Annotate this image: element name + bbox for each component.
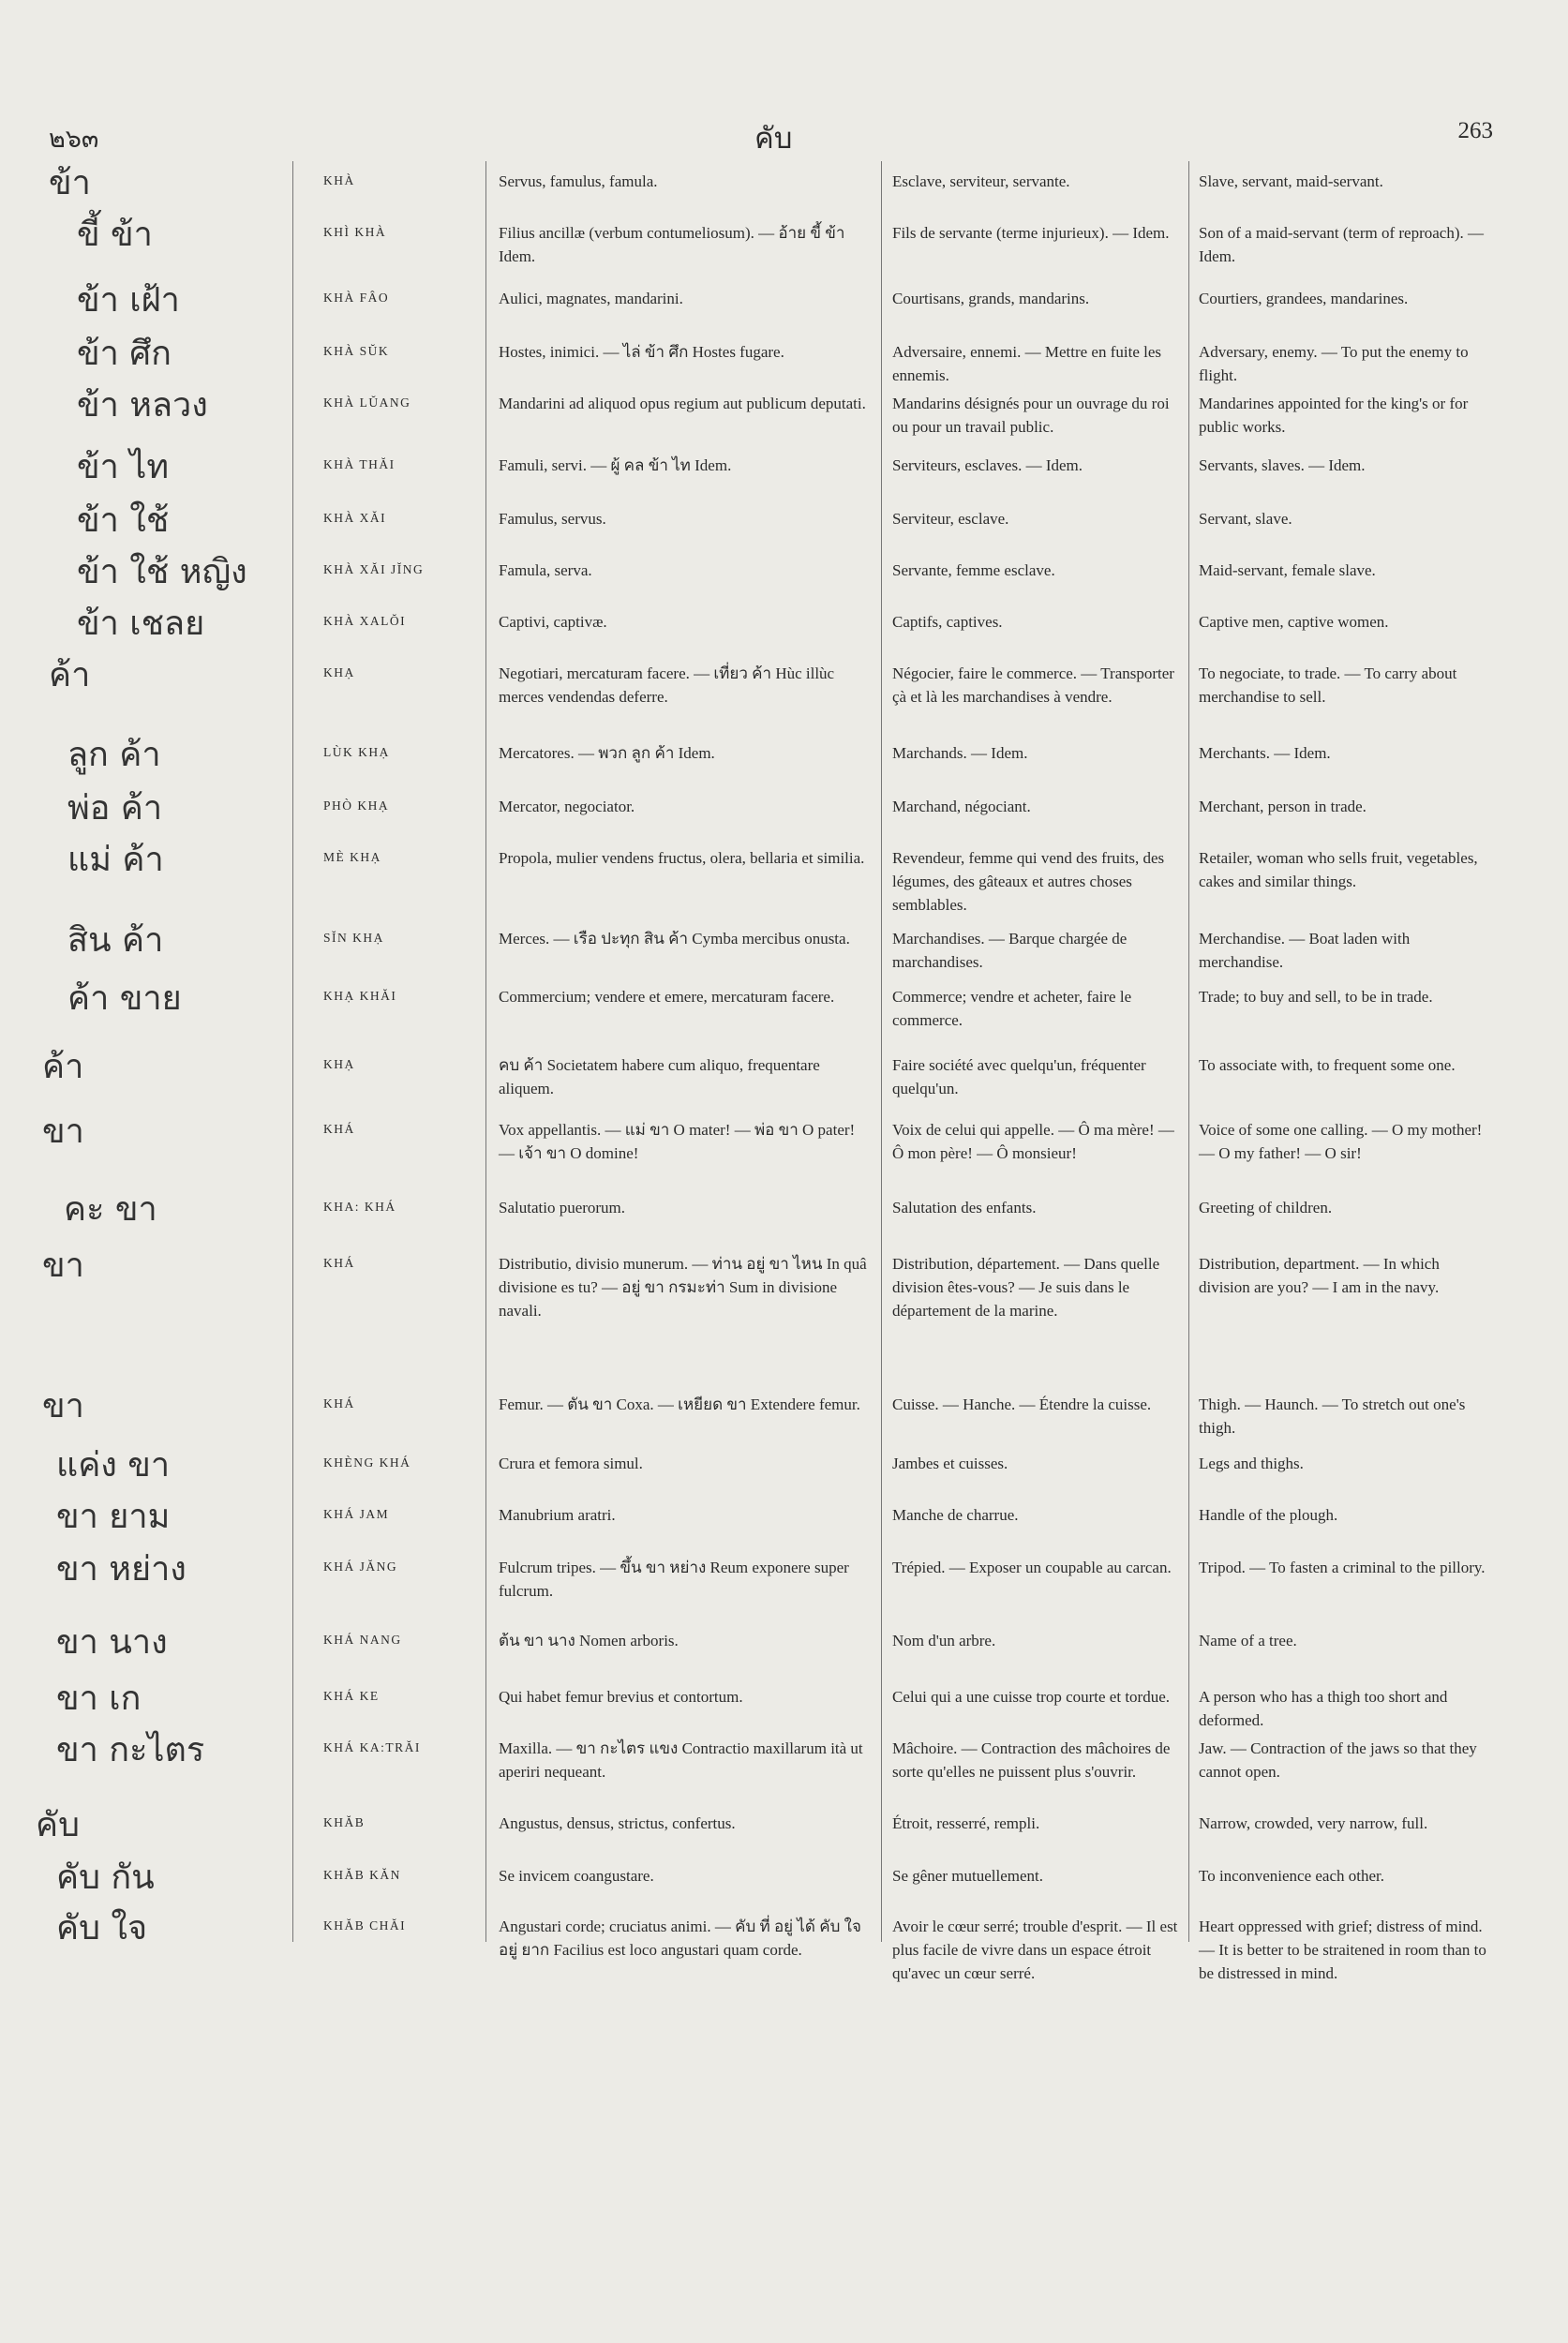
column-rule-2	[485, 161, 486, 1942]
thai-headword: ขา	[42, 1246, 84, 1285]
english-definition: To inconvenience each other.	[1199, 1867, 1384, 1885]
thai-page-number: ๒๖๓	[49, 125, 99, 154]
thai-headword: ข้า ใช้	[77, 501, 170, 540]
page-number: 263	[1457, 118, 1493, 143]
french-definition: Marchands. — Idem.	[892, 744, 1028, 762]
english-definition: Narrow, crowded, very narrow, full.	[1199, 1814, 1428, 1832]
latin-definition: Salutatio puerorum.	[499, 1199, 626, 1216]
latin-definition: Manubrium aratri.	[499, 1506, 616, 1524]
thai-headword: คะ ขา	[64, 1190, 157, 1229]
thai-headword: ขา เก	[56, 1679, 142, 1718]
english-definition: To negociate, to trade. — To carry about merchandise to sell.	[1199, 664, 1457, 706]
french-definition: Captifs, captives.	[892, 613, 1003, 631]
thai-headword: ค้า	[42, 1048, 84, 1086]
romanization: KHÀ THĂI	[323, 457, 396, 471]
latin-definition: Famuli, servi. — ผู้ คล ข้า ไท Idem.	[499, 456, 732, 474]
english-definition: Slave, servant, maid-servant.	[1199, 172, 1383, 190]
english-definition: Mandarines appointed for the king's or for public works.	[1199, 395, 1469, 436]
english-definition: Courtiers, grandees, mandarines.	[1199, 290, 1409, 307]
thai-headword: ข้า ใช้ หญิง	[77, 553, 247, 591]
french-definition: Distribution, département. — Dans quelle division êtes-vous? — Je suis dans le département de la marine.	[892, 1255, 1160, 1320]
romanization: KHA: KHÁ	[323, 1200, 396, 1214]
french-definition: Négocier, faire le commerce. — Transporter çà et là les marchandises à vendre.	[892, 664, 1174, 706]
latin-definition: Propola, mulier vendens fructus, olera, bellaria et similia.	[499, 849, 865, 867]
french-definition: Trépied. — Exposer un coupable au carcan.	[892, 1559, 1172, 1576]
french-definition: Serviteurs, esclaves. — Idem.	[892, 456, 1083, 474]
latin-definition: Femur. — ตัน ขา Coxa. — เหยียด ขา Extendere femur.	[499, 1395, 860, 1413]
thai-headword: ขี้ ข้า	[77, 216, 153, 254]
romanization: KHÁ JĂNG	[323, 1560, 398, 1574]
thai-headword: ขา	[42, 1387, 84, 1425]
column-rule-1	[292, 161, 293, 1942]
thai-headword: ข้า ไท	[77, 448, 170, 486]
french-definition: Celui qui a une cuisse trop courte et tordue.	[892, 1688, 1170, 1706]
thai-headword: ข้า หลวง	[77, 386, 208, 425]
french-definition: Courtisans, grands, mandarins.	[892, 290, 1090, 307]
thai-headword: ข้า	[49, 164, 91, 202]
latin-definition: คบ ค้า Societatem habere cum aliquo, frequentare aliquem.	[499, 1056, 820, 1097]
english-definition: To associate with, to frequent some one.	[1199, 1056, 1456, 1074]
romanization: SĬN KHẠ	[323, 931, 384, 945]
romanization: LÙK KHẠ	[323, 745, 390, 759]
latin-definition: Negotiari, mercaturam facere. — เที่ยว ค้า Hùc illùc merces vendendas deferre.	[499, 664, 835, 706]
romanization: KHĂB KĂN	[323, 1868, 401, 1882]
latin-definition: Filius ancillæ (verbum contumeliosum). — อ้าย ขี้ ข้า Idem.	[499, 224, 845, 265]
thai-headword: คับ กัน	[56, 1858, 155, 1897]
latin-definition: Se invicem coangustare.	[499, 1867, 654, 1885]
latin-definition: Distributio, divisio munerum. — ท่าน อยู่ ขา ไหน In quâ divisione es tu? — อยู่ ขา กรมะท่า Sum in divisione navali.	[499, 1255, 867, 1320]
latin-definition: Servus, famulus, famula.	[499, 172, 658, 190]
latin-definition: Crura et femora simul.	[499, 1455, 643, 1472]
romanization: KHÁ JAM	[323, 1507, 390, 1521]
thai-headword: ค้า ขาย	[67, 979, 182, 1018]
romanization: KHÁ KA:TRĂI	[323, 1740, 421, 1754]
latin-definition: Fulcrum tripes. — ขึ้น ขา หย่าง Reum exponere super fulcrum.	[499, 1559, 849, 1600]
latin-definition: Maxilla. — ขา กะไตร แขง Contractio maxillarum ità ut aperiri nequeant.	[499, 1739, 863, 1781]
latin-definition: Angustus, densus, strictus, confertus.	[499, 1814, 736, 1832]
thai-headword: แม่ ค้า	[67, 841, 164, 879]
french-definition: Fils de servante (terme injurieux). — Idem.	[892, 224, 1170, 242]
romanization: KHÀ FÂO	[323, 291, 390, 305]
thai-headword: ข้า เฝ้า	[77, 281, 180, 320]
french-definition: Étroit, resserré, rempli.	[892, 1814, 1040, 1832]
latin-definition: Hostes, inimici. — ไล่ ข้า ศึก Hostes fugare.	[499, 343, 784, 361]
romanization: KHÁ	[323, 1256, 355, 1270]
romanization: KHÀ LŬANG	[323, 395, 411, 410]
romanization: KHẠ	[323, 1057, 355, 1071]
latin-definition: Merces. — เรือ ปะทุก สิน ค้า Cymba mercibus onusta.	[499, 930, 850, 948]
romanization: KHÁ	[323, 1396, 355, 1410]
column-rule-4	[1188, 161, 1189, 1942]
thai-headword: ขา นาง	[56, 1623, 168, 1662]
english-definition: A person who has a thigh too short and deformed.	[1199, 1688, 1448, 1729]
english-definition: Handle of the plough.	[1199, 1506, 1338, 1524]
english-definition: Thigh. — Haunch. — To stretch out one's thigh.	[1199, 1395, 1466, 1437]
romanization: KHĂB CHĂI	[323, 1918, 407, 1933]
french-definition: Avoir le cœur serré; trouble d'esprit. — Il est plus facile de vivre dans un espace étroit qu'avec un cœur serré.	[892, 1918, 1178, 1982]
latin-definition: ต้น ขา นาง Nomen arboris.	[499, 1632, 679, 1649]
thai-headword: สิน ค้า	[67, 921, 164, 960]
french-definition: Nom d'un arbre.	[892, 1632, 996, 1649]
latin-definition: Angustari corde; cruciatus animi. — คับ ที่ อยู่ ได้ คับ ใจ อยู่ ยาก Facilius est loco angustari quam corde.	[499, 1918, 861, 1959]
thai-headword: คับ ใจ	[56, 1909, 148, 1948]
french-definition: Voix de celui qui appelle. — Ô ma mère! — Ô mon père! — Ô monsieur!	[892, 1121, 1174, 1162]
latin-definition: Mercator, negociator.	[499, 798, 635, 815]
french-definition: Se gêner mutuellement.	[892, 1867, 1043, 1885]
thai-headword: ลูก ค้า	[67, 736, 161, 774]
latin-definition: Captivi, captivæ.	[499, 613, 607, 631]
french-definition: Faire société avec quelqu'un, fréquenter quelqu'un.	[892, 1056, 1146, 1097]
english-definition: Merchants. — Idem.	[1199, 744, 1331, 762]
french-definition: Serviteur, esclave.	[892, 510, 1009, 528]
french-definition: Mandarins désignés pour un ouvrage du roi ou pour un travail public.	[892, 395, 1170, 436]
latin-definition: Mercatores. — พวก ลูก ค้า Idem.	[499, 744, 715, 762]
romanization: KHÀ SŬK	[323, 344, 390, 358]
french-definition: Commerce; vendre et acheter, faire le commerce.	[892, 988, 1132, 1029]
latin-definition: Aulici, magnates, mandarini.	[499, 290, 683, 307]
latin-definition: Commercium; vendere et emere, mercaturam facere.	[499, 988, 835, 1006]
french-definition: Esclave, serviteur, servante.	[892, 172, 1070, 190]
english-definition: Voice of some one calling. — O my mother! — O my father! — O sir!	[1199, 1121, 1483, 1162]
english-definition: Jaw. — Contraction of the jaws so that they cannot open.	[1199, 1739, 1477, 1781]
thai-headword: ข้า ศึก	[77, 335, 172, 373]
english-definition: Tripod. — To fasten a criminal to the pillory.	[1199, 1559, 1486, 1576]
french-definition: Marchandises. — Barque chargée de marchandises.	[892, 930, 1127, 971]
romanization: KHẠ KHĂI	[323, 989, 397, 1003]
french-definition: Manche de charrue.	[892, 1506, 1019, 1524]
english-definition: Trade; to buy and sell, to be in trade.	[1199, 988, 1433, 1006]
romanization: KHÌ KHÀ	[323, 225, 387, 239]
column-rule-3	[881, 161, 882, 1942]
english-definition: Adversary, enemy. — To put the enemy to flight.	[1199, 343, 1469, 384]
english-definition: Maid-servant, female slave.	[1199, 561, 1376, 579]
romanization: KHÁ	[323, 1122, 355, 1136]
romanization: KHÈNG KHÁ	[323, 1455, 411, 1470]
french-definition: Cuisse. — Hanche. — Étendre la cuisse.	[892, 1395, 1152, 1413]
latin-definition: Famula, serva.	[499, 561, 592, 579]
french-definition: Mâchoire. — Contraction des mâchoires de sorte qu'elles ne puissent plus s'ouvrir.	[892, 1739, 1171, 1781]
thai-headword: ขา กะไตร	[56, 1731, 205, 1769]
english-definition: Distribution, department. — In which division are you? — I am in the navy.	[1199, 1255, 1440, 1296]
english-definition: Greeting of children.	[1199, 1199, 1333, 1216]
romanization: KHÀ XĂI JĬNG	[323, 562, 425, 576]
running-head-word: คับ	[754, 122, 793, 156]
latin-definition: Famulus, servus.	[499, 510, 606, 528]
latin-definition: Mandarini ad aliquod opus regium aut publicum deputati.	[499, 395, 866, 412]
thai-headword: คับ	[36, 1806, 80, 1844]
thai-headword: แค่ง ขา	[56, 1446, 171, 1485]
romanization: PHÒ KHẠ	[323, 798, 390, 813]
english-definition: Captive men, captive women.	[1199, 613, 1389, 631]
thai-headword: ขา ยาม	[56, 1498, 171, 1536]
french-definition: Salutation des enfants.	[892, 1199, 1037, 1216]
english-definition: Merchandise. — Boat laden with merchandise.	[1199, 930, 1411, 971]
thai-headword: ขา	[42, 1112, 84, 1151]
thai-headword: พ่อ ค้า	[67, 789, 163, 828]
romanization: KHĂB	[323, 1815, 366, 1829]
romanization: KHÀ	[323, 173, 355, 187]
latin-definition: Vox appellantis. — แม่ ขา O mater! — พ่อ ขา O pater! — เจ้า ขา O domine!	[499, 1121, 856, 1162]
thai-headword: ขา หย่าง	[56, 1550, 187, 1589]
french-definition: Jambes et cuisses.	[892, 1455, 1008, 1472]
english-definition: Retailer, woman who sells fruit, vegetables, cakes and similar things.	[1199, 849, 1478, 890]
english-definition: Legs and thighs.	[1199, 1455, 1304, 1472]
romanization: KHÁ NANG	[323, 1633, 402, 1647]
thai-headword: ค้า	[49, 656, 91, 694]
thai-headword: ข้า เชลย	[77, 604, 205, 643]
french-definition: Marchand, négociant.	[892, 798, 1031, 815]
romanization: MÈ KHẠ	[323, 850, 381, 864]
french-definition: Adversaire, ennemi. — Mettre en fuite les ennemis.	[892, 343, 1162, 384]
romanization: KHÀ XALŎI	[323, 614, 407, 628]
english-definition: Servant, slave.	[1199, 510, 1292, 528]
english-definition: Son of a maid-servant (term of reproach). — Idem.	[1199, 224, 1484, 265]
english-definition: Name of a tree.	[1199, 1632, 1297, 1649]
french-definition: Revendeur, femme qui vend des fruits, des légumes, des gâteaux et autres choses semblables.	[892, 849, 1165, 914]
romanization: KHÀ XĂI	[323, 511, 387, 525]
english-definition: Servants, slaves. — Idem.	[1199, 456, 1366, 474]
romanization: KHÁ KE	[323, 1689, 380, 1703]
english-definition: Heart oppressed with grief; distress of mind. — It is better to be straitened in room than to be distressed in mind.	[1199, 1918, 1486, 1982]
french-definition: Servante, femme esclave.	[892, 561, 1055, 579]
english-definition: Merchant, person in trade.	[1199, 798, 1366, 815]
romanization: KHẠ	[323, 665, 355, 679]
latin-definition: Qui habet femur brevius et contortum.	[499, 1688, 743, 1706]
